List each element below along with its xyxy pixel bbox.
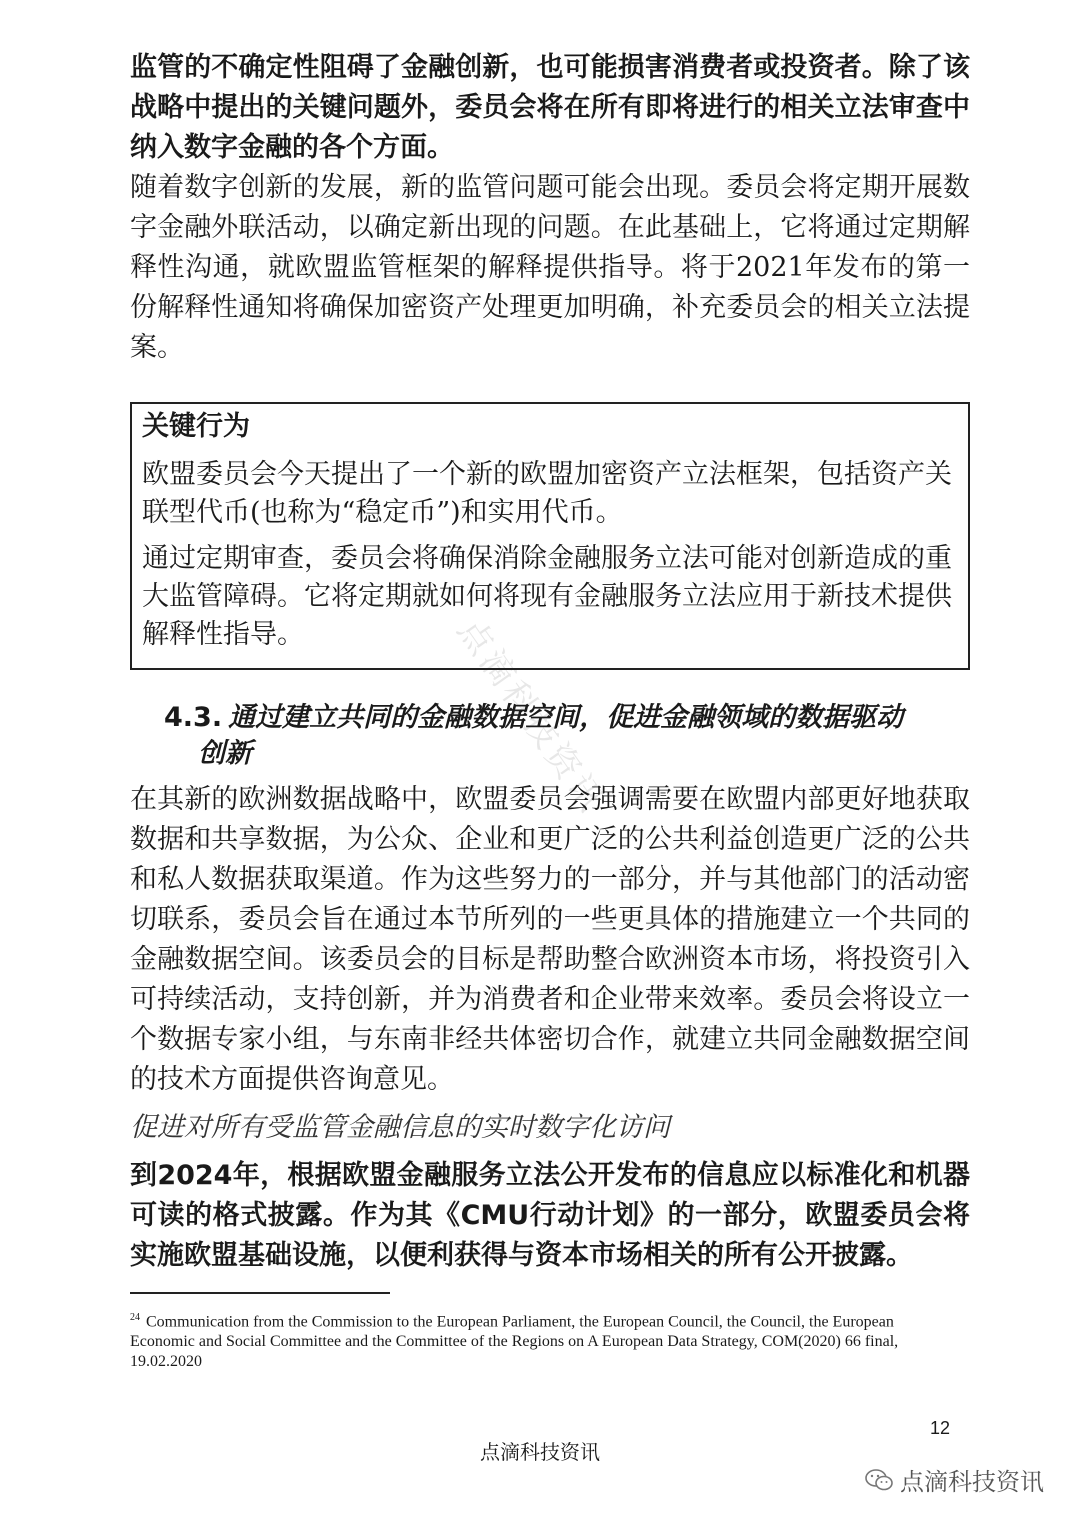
footnote-rule [130,1292,390,1294]
key-actions-paragraph-2: 通过定期审查，委员会将确保消除金融服务立法可能对创新造成的重大监管障碍。它将定期就如何将现有金融服务立法应用于新技术提供解释性指导。 [142,543,952,650]
paragraph-2: 随着数字创新的发展，新的监管问题可能会出现。委员会将定期开展数字金融外联活动，以确定新出现的问题。在此基础上，它将通过定期解释性沟通，就欧盟监管框架的解释提供指导。将于2021年发布的第一份解释性通知将确保加密资产处理更加明确，补充委员会的相关立法提案。 [130,172,970,363]
footnote [130,1308,950,1372]
wechat-icon [864,1468,894,1492]
paragraph-bold-1: 监管的不确定性阻碍了金融创新，也可能损害消费者或投资者。除了该战略中提出的关键问题外，委员会将在所有即将进行的相关立法审查中纳入数字金融的各个方面。 [130,52,970,163]
footnote-mark: 24 [130,1312,140,1323]
paragraph-3: 在其新的欧洲数据战略中，欧盟委员会强调需要在欧盟内部更好地获取数据和共享数据，为公众、企业和更广泛的公共利益创造更广泛的公共和私人数据获取渠道。作为这些努力的一部分，并与其他部门的活动密切联系，委员会旨在通过本节所列的一些更具体的措施建立一个共同的金融数据空间。该委员会的目标是帮助整合欧洲资本市场，将投资引入可持续活动，支持创新，并为消费者和企业带来效率。委员会将设立一个数据专家小组，与东南非经共体密切合作，就建立共同金融数据空间的技术方面提供咨询意见。 [130,784,970,1095]
footnote-text: Communication from the Commission to the European Parliament, the European Council, the Council, the European Economic and Social Committee and the Committee of the Regions on A European Data Strategy, COM(2020) 66 final, 19.02.2020 [130,1313,899,1371]
paragraph-bold-4: 到2024年，根据欧盟金融服务立法公开发布的信息应以标准化和机器可读的格式披露。作为其《CMU行动计划》的一部分，欧盟委员会将实施欧盟基础设施，以便利获得与资本市场相关的所有公开披露。 [130,1160,970,1271]
section-title-line2: 创新 [198,738,252,769]
watermark: 点滴科技资讯 [449,611,613,822]
key-actions-paragraph-1: 欧盟委员会今天提出了一个新的欧盟加密资产立法框架，包括资产关联型代币(也称为“稳定币”)和实用代币。 [142,459,952,528]
section-title-line1: 通过建立共同的金融数据空间，促进金融领域的数据驱动 [228,702,904,733]
document-page [130,48,970,1372]
section-heading [130,700,970,772]
page-number: 12 [930,1418,951,1438]
key-actions-title: 关键行为 [142,411,250,442]
subheading: 促进对所有受监管金融信息的实时数字化访问 [130,1112,670,1143]
footer-text: 点滴科技资讯 [480,1440,600,1464]
section-number: 4.3. [164,702,223,733]
wechat-watermark [864,1462,1044,1497]
wechat-label: 点滴科技资讯 [900,1468,1044,1496]
key-actions-box [130,402,970,670]
